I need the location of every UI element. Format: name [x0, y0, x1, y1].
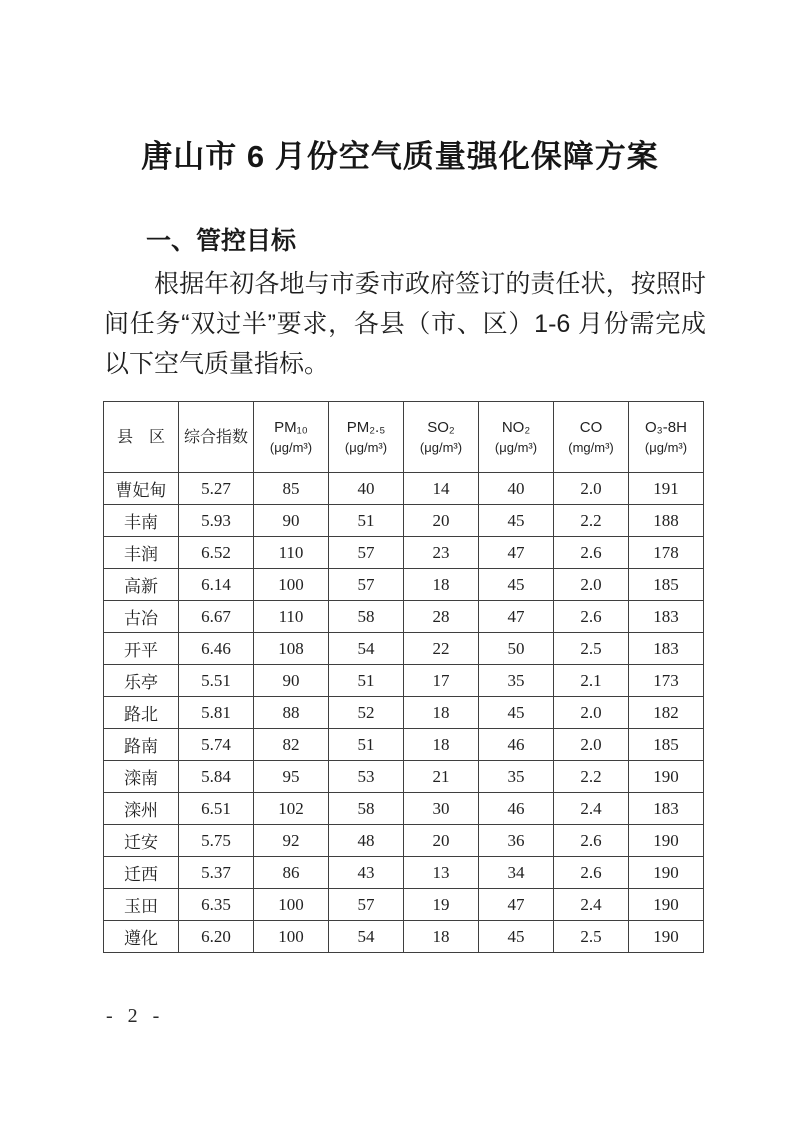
value-cell: 188: [629, 505, 704, 537]
column-unit: (μg/m³): [644, 440, 688, 455]
district-cell: 曹妃甸: [104, 473, 179, 505]
district-cell: 路南: [104, 729, 179, 761]
value-cell: 173: [629, 665, 704, 697]
air-quality-target-table: [103, 401, 704, 953]
table-row: [104, 633, 704, 665]
value-cell: 190: [629, 857, 704, 889]
value-cell: 2.4: [554, 889, 629, 921]
value-cell: 90: [254, 665, 329, 697]
column-label: SO₂: [427, 419, 455, 436]
page-number: - 2 -: [106, 1005, 165, 1027]
column-header: [629, 402, 704, 473]
district-cell: 滦州: [104, 793, 179, 825]
table-row: [104, 761, 704, 793]
value-cell: 100: [254, 569, 329, 601]
value-cell: 100: [254, 889, 329, 921]
value-cell: 6.46: [179, 633, 254, 665]
district-cell: 高新: [104, 569, 179, 601]
value-cell: 14: [404, 473, 479, 505]
value-cell: 190: [629, 825, 704, 857]
document-title: 唐山市 6 月份空气质量强化保障方案: [141, 139, 659, 174]
value-cell: 50: [479, 633, 554, 665]
table-row: [104, 793, 704, 825]
value-cell: 191: [629, 473, 704, 505]
table-body: [104, 473, 704, 953]
value-cell: 45: [479, 921, 554, 953]
value-cell: 18: [404, 729, 479, 761]
value-cell: 18: [404, 697, 479, 729]
value-cell: 2.0: [554, 697, 629, 729]
district-cell: 玉田: [104, 889, 179, 921]
value-cell: 6.52: [179, 537, 254, 569]
column-unit: (μg/m³): [494, 440, 538, 455]
column-header: [554, 402, 629, 473]
column-header: [404, 402, 479, 473]
column-header: [104, 402, 179, 473]
value-cell: 5.37: [179, 857, 254, 889]
value-cell: 21: [404, 761, 479, 793]
district-cell: 丰南: [104, 505, 179, 537]
value-cell: 6.14: [179, 569, 254, 601]
value-cell: 47: [479, 889, 554, 921]
value-cell: 51: [329, 505, 404, 537]
value-cell: 51: [329, 729, 404, 761]
table-row: [104, 857, 704, 889]
value-cell: 110: [254, 537, 329, 569]
table-row: [104, 825, 704, 857]
body-paragraph: 根据年初各地与市委市政府签订的责任状，按照时间任务“双过半”要求，各县（市、区）1-6 月份需完成以下空气质量指标。: [104, 270, 706, 378]
value-cell: 13: [404, 857, 479, 889]
value-cell: 2.5: [554, 921, 629, 953]
value-cell: 17: [404, 665, 479, 697]
value-cell: 52: [329, 697, 404, 729]
column-header: [179, 402, 254, 473]
column-unit: (μg/m³): [419, 440, 463, 455]
value-cell: 40: [329, 473, 404, 505]
value-cell: 5.27: [179, 473, 254, 505]
value-cell: 57: [329, 537, 404, 569]
value-cell: 6.67: [179, 601, 254, 633]
section-heading: 一、管控目标: [146, 227, 297, 255]
column-unit: (μg/m³): [344, 440, 388, 455]
value-cell: 2.6: [554, 825, 629, 857]
value-cell: 58: [329, 793, 404, 825]
value-cell: 2.0: [554, 473, 629, 505]
value-cell: 185: [629, 729, 704, 761]
value-cell: 110: [254, 601, 329, 633]
value-cell: 43: [329, 857, 404, 889]
value-cell: 53: [329, 761, 404, 793]
value-cell: 5.93: [179, 505, 254, 537]
value-cell: 36: [479, 825, 554, 857]
value-cell: 86: [254, 857, 329, 889]
column-label: O₃-8H: [645, 419, 687, 436]
value-cell: 102: [254, 793, 329, 825]
district-cell: 迁西: [104, 857, 179, 889]
table-row: [104, 729, 704, 761]
column-label: 综合指数: [183, 428, 248, 446]
value-cell: 2.1: [554, 665, 629, 697]
value-cell: 90: [254, 505, 329, 537]
value-cell: 48: [329, 825, 404, 857]
value-cell: 92: [254, 825, 329, 857]
value-cell: 100: [254, 921, 329, 953]
district-cell: 丰润: [104, 537, 179, 569]
value-cell: 5.51: [179, 665, 254, 697]
value-cell: 5.74: [179, 729, 254, 761]
value-cell: 34: [479, 857, 554, 889]
value-cell: 2.0: [554, 569, 629, 601]
value-cell: 47: [479, 537, 554, 569]
value-cell: 54: [329, 633, 404, 665]
table-row: [104, 665, 704, 697]
district-cell: 滦南: [104, 761, 179, 793]
table-row: [104, 473, 704, 505]
value-cell: 20: [404, 505, 479, 537]
value-cell: 45: [479, 505, 554, 537]
value-cell: 2.2: [554, 761, 629, 793]
table-row: [104, 569, 704, 601]
value-cell: 2.6: [554, 601, 629, 633]
value-cell: 2.6: [554, 857, 629, 889]
value-cell: 108: [254, 633, 329, 665]
district-cell: 迁安: [104, 825, 179, 857]
value-cell: 5.75: [179, 825, 254, 857]
value-cell: 82: [254, 729, 329, 761]
value-cell: 95: [254, 761, 329, 793]
table-row: [104, 889, 704, 921]
district-cell: 古冶: [104, 601, 179, 633]
value-cell: 2.5: [554, 633, 629, 665]
value-cell: 35: [479, 761, 554, 793]
column-label: CO: [579, 419, 603, 436]
value-cell: 57: [329, 569, 404, 601]
value-cell: 46: [479, 793, 554, 825]
district-cell: 遵化: [104, 921, 179, 953]
value-cell: 183: [629, 793, 704, 825]
value-cell: 51: [329, 665, 404, 697]
table-row: [104, 601, 704, 633]
value-cell: 5.84: [179, 761, 254, 793]
value-cell: 40: [479, 473, 554, 505]
column-label: 县 区: [116, 428, 165, 446]
district-cell: 路北: [104, 697, 179, 729]
column-label: NO₂: [501, 419, 531, 436]
value-cell: 190: [629, 889, 704, 921]
value-cell: 5.81: [179, 697, 254, 729]
value-cell: 35: [479, 665, 554, 697]
value-cell: 85: [254, 473, 329, 505]
value-cell: 190: [629, 921, 704, 953]
value-cell: 2.6: [554, 537, 629, 569]
value-cell: 88: [254, 697, 329, 729]
value-cell: 183: [629, 601, 704, 633]
value-cell: 22: [404, 633, 479, 665]
table-row: [104, 921, 704, 953]
value-cell: 6.51: [179, 793, 254, 825]
district-cell: 开平: [104, 633, 179, 665]
value-cell: 28: [404, 601, 479, 633]
value-cell: 57: [329, 889, 404, 921]
value-cell: 2.0: [554, 729, 629, 761]
column-unit: (mg/m³): [568, 440, 614, 455]
column-header: [254, 402, 329, 473]
value-cell: 23: [404, 537, 479, 569]
value-cell: 47: [479, 601, 554, 633]
value-cell: 182: [629, 697, 704, 729]
value-cell: 45: [479, 569, 554, 601]
district-cell: 乐亭: [104, 665, 179, 697]
value-cell: 183: [629, 633, 704, 665]
value-cell: 18: [404, 921, 479, 953]
value-cell: 18: [404, 569, 479, 601]
value-cell: 6.35: [179, 889, 254, 921]
table-row: [104, 505, 704, 537]
value-cell: 54: [329, 921, 404, 953]
column-label: PM₂.₅: [346, 419, 386, 436]
value-cell: 185: [629, 569, 704, 601]
value-cell: 6.20: [179, 921, 254, 953]
value-cell: 20: [404, 825, 479, 857]
value-cell: 2.4: [554, 793, 629, 825]
value-cell: 45: [479, 697, 554, 729]
column-header: [479, 402, 554, 473]
table-row: [104, 537, 704, 569]
value-cell: 46: [479, 729, 554, 761]
value-cell: 190: [629, 761, 704, 793]
column-unit: (μg/m³): [269, 440, 313, 455]
value-cell: 19: [404, 889, 479, 921]
value-cell: 2.2: [554, 505, 629, 537]
table-header-row: [104, 402, 704, 473]
value-cell: 30: [404, 793, 479, 825]
table-row: [104, 697, 704, 729]
column-label: PM₁₀: [274, 419, 308, 436]
value-cell: 178: [629, 537, 704, 569]
value-cell: 58: [329, 601, 404, 633]
column-header: [329, 402, 404, 473]
